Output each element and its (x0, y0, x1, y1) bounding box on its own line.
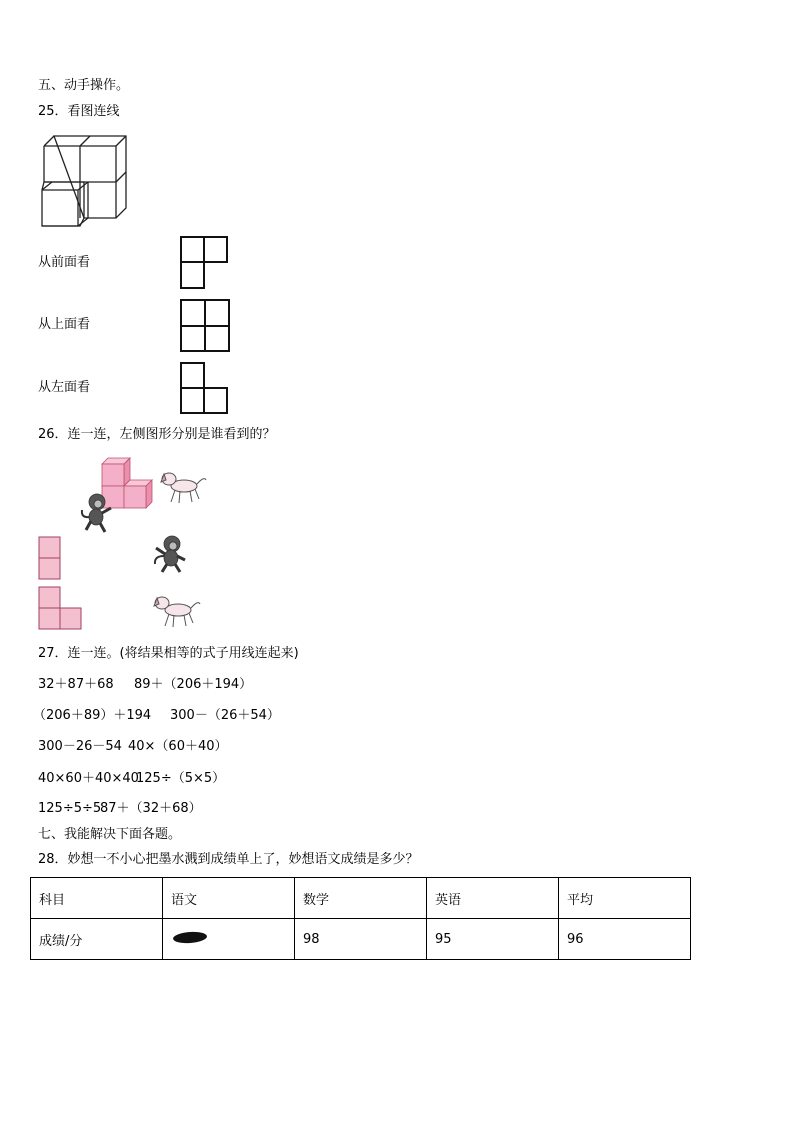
grade-table (30, 877, 691, 960)
q27-left-2: （206＋89）＋194 (33, 708, 152, 723)
table-header-cell: 平均 (559, 878, 691, 919)
table-header-cell: 语文 (163, 878, 295, 919)
table-cell: 96 (559, 919, 691, 960)
table-row (31, 919, 691, 960)
dog-icon-2 (150, 592, 202, 630)
q26-shape-l (38, 586, 84, 630)
ink-blot-icon (173, 930, 208, 943)
q27-right-1: 89＋（206＋194） (134, 677, 253, 692)
cube-arrangement-figure (38, 132, 130, 228)
q27-left-4: 40×60＋40×40 (38, 771, 139, 786)
q26-title: 26．连一连，左侧图形分别是谁看到的？ (38, 427, 276, 442)
q27-left-3: 300－26－54 (38, 739, 122, 754)
monkey-icon-2 (150, 534, 190, 574)
q27-right-3: 40×（60＋40） (128, 739, 228, 754)
table-header-cell: 数学 (295, 878, 427, 919)
q28-title: 28．妙想一不小心把墨水溅到成绩单上了，妙想语文成绩是多少？ (38, 852, 419, 867)
view-shape-2 (180, 299, 232, 353)
view-label-left: 从左面看 (38, 380, 91, 395)
section7-heading: 七、我能解决下面各题。 (38, 827, 182, 842)
view-label-front: 从前面看 (38, 255, 91, 270)
table-cell: 98 (295, 919, 427, 960)
q26-shape-column (38, 536, 62, 580)
table-cell: 成绩/分 (31, 919, 163, 960)
q27-right-5: 87＋（32＋68） (100, 801, 202, 816)
view-shape-3 (180, 362, 230, 416)
section5-heading: 五、动手操作。 (38, 78, 130, 93)
q27-title: 27．连一连。(将结果相等的式子用线连起来) (38, 646, 299, 661)
table-cell: 95 (427, 919, 559, 960)
dog-icon (158, 468, 208, 506)
q27-left-1: 32＋87＋68 (38, 677, 114, 692)
q27-right-2: 300－（26＋54） (170, 708, 280, 723)
q27-left-5: 125÷5÷5 (38, 801, 102, 816)
q27-right-4: 125÷（5×5） (136, 771, 226, 786)
monkey-icon (78, 492, 114, 534)
view-label-top: 从上面看 (38, 317, 91, 332)
view-shape-1 (180, 236, 230, 290)
q25-title: 25．看图连线 (38, 104, 120, 119)
ink-blot-cell (163, 919, 295, 960)
table-header-cell: 科目 (31, 878, 163, 919)
table-header-cell: 英语 (427, 878, 559, 919)
table-row (31, 878, 691, 919)
